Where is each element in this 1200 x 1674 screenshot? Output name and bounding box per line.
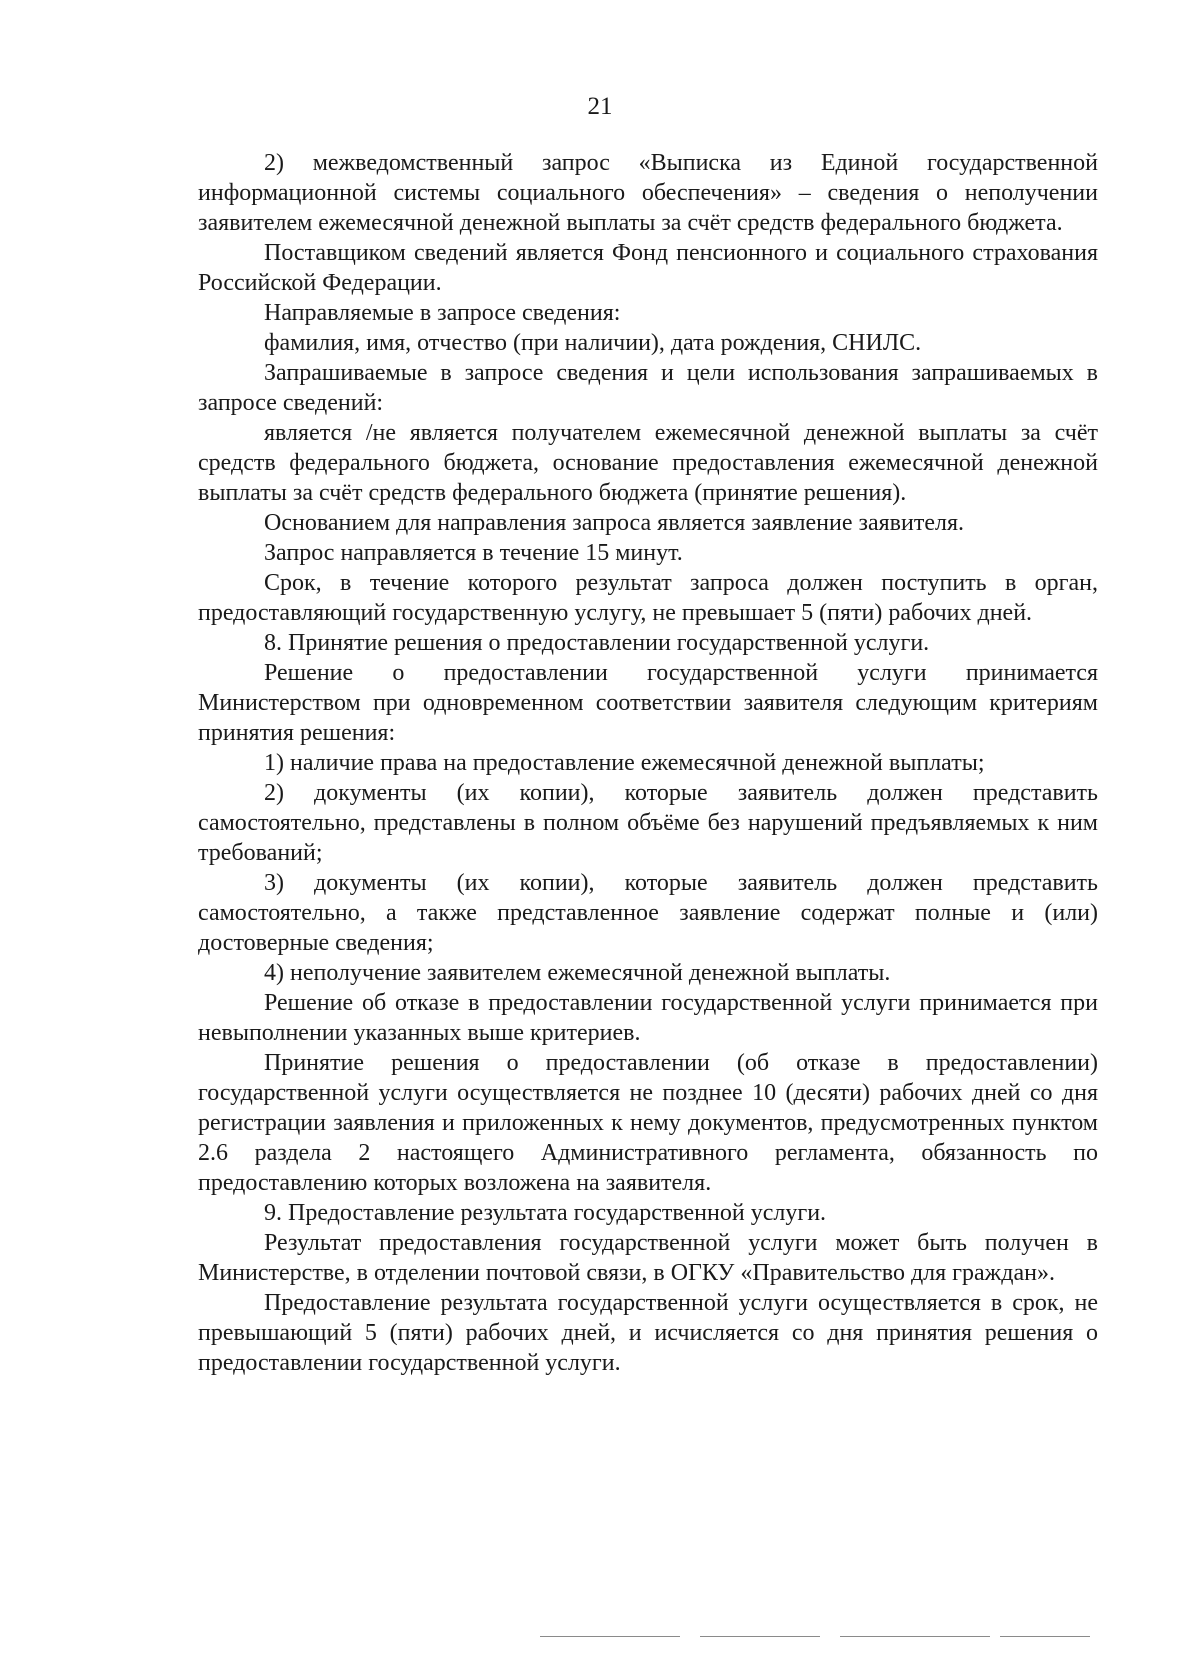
paragraph: Решение об отказе в предоставлении государственной услуги принимается при невыполнении указанных выше критериев. [198, 990, 1098, 1046]
paragraph: 2) межведомственный запрос «Выписка из Единой государственной информационной системы социального обеспечения» – сведения о неполучении заявителем ежемесячной денежной выплаты за счёт средств федерального бюджета. [198, 150, 1098, 236]
paragraph: Поставщиком сведений является Фонд пенсионного и социального страхования Российской Федерации. [198, 240, 1098, 296]
footer-rule [1000, 1636, 1090, 1637]
paragraph: Срок, в течение которого результат запроса должен поступить в орган, предоставляющий государственную услугу, не превышает 5 (пяти) рабочих дней. [198, 570, 1098, 626]
footer-rule [840, 1636, 990, 1637]
paragraph: Запрос направляется в течение 15 минут. [264, 540, 683, 566]
document-body [198, 148, 1098, 1378]
page-number: 21 [587, 93, 613, 120]
paragraph: Основанием для направления запроса является заявление заявителя. [264, 510, 965, 536]
paragraph: Результат предоставления государственной услуги может быть получен в Министерстве, в отделении почтовой связи, в ОГКУ «Правительство для граждан». [198, 1230, 1098, 1286]
paragraph: Запрашиваемые в запросе сведения и цели использования запрашиваемых в запросе сведений: [198, 360, 1098, 416]
list-item: 4) неполучение заявителем ежемесячной денежной выплаты. [264, 960, 891, 986]
paragraph: фамилия, имя, отчество (при наличии), дата рождения, СНИЛС. [264, 330, 922, 356]
paragraph: Направляемые в запросе сведения: [264, 300, 621, 326]
paragraph: Принятие решения о предоставлении (об отказе в предоставлении) государственной услуги осуществляется не позднее 10 (десяти) рабочих дней со дня регистрации заявления и приложенных к нему документов, предусмотренных пунктом 2.6 раздела 2 настоящего Административного регламента, обязанность по предоставлению которых возложена на заявителя. [198, 1050, 1098, 1196]
footer-rule [700, 1636, 820, 1637]
footer-rule [540, 1636, 680, 1637]
list-item: 3) документы (их копии), которые заявитель должен представить самостоятельно, а также представленное заявление содержат полные и (или) достоверные сведения; [198, 870, 1098, 956]
list-item: 2) документы (их копии), которые заявитель должен представить самостоятельно, представлены в полном объёме без нарушений предъявляемых к ним требований; [198, 780, 1098, 866]
list-item: 1) наличие права на предоставление ежемесячной денежной выплаты; [264, 750, 985, 776]
section-heading: 9. Предоставление результата государственной услуги. [264, 1200, 827, 1226]
section-heading: 8. Принятие решения о предоставлении государственной услуги. [264, 630, 930, 656]
paragraph: является /не является получателем ежемесячной денежной выплаты за счёт средств федерального бюджета, основание предоставления ежемесячной денежной выплаты за счёт средств федерального бюджета (принятие решения). [198, 420, 1098, 506]
paragraph: Предоставление результата государственной услуги осуществляется в срок, не превышающий 5 (пяти) рабочих дней, и исчисляется со дня принятия решения о предоставлении государственной услуги. [198, 1290, 1098, 1376]
paragraph: Решение о предоставлении государственной услуги принимается Министерством при одновременном соответствии заявителя следующим критериям принятия решения: [198, 660, 1098, 746]
